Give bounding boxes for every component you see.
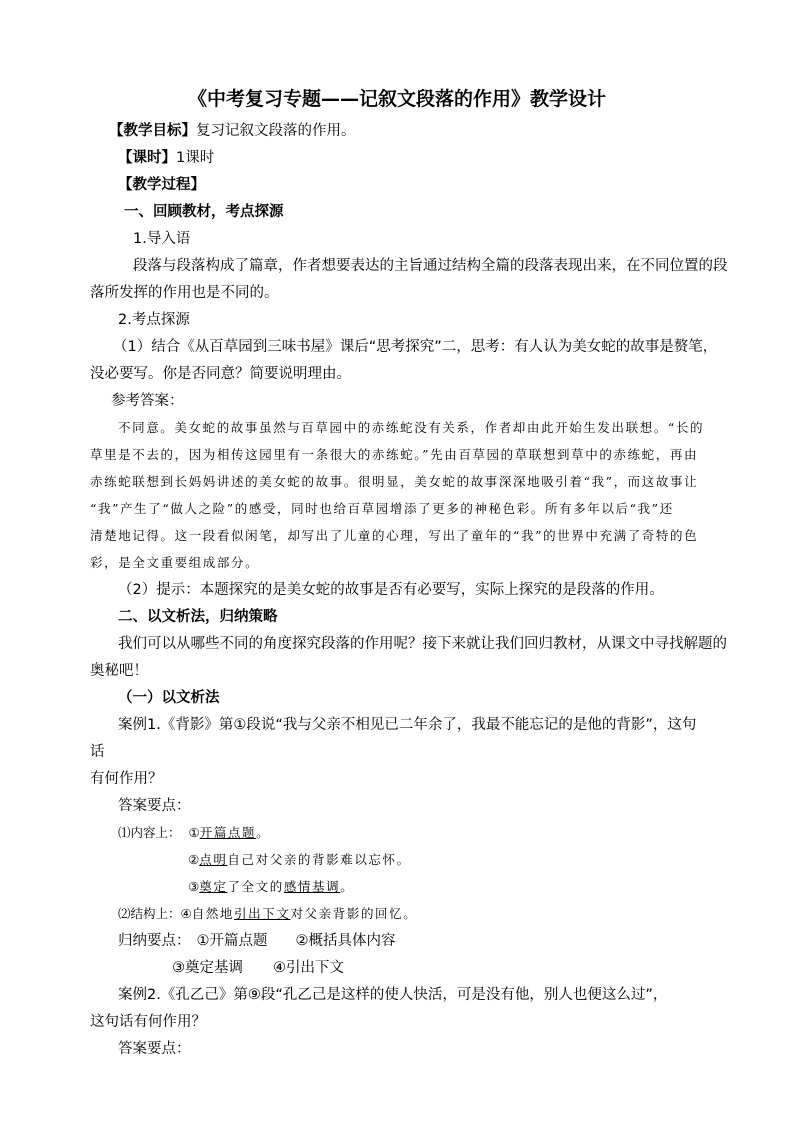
point-text: 对父亲背影的回忆。 xyxy=(290,906,418,921)
reference-answer-line: 不同意。美女蛇的故事虽然与百草园中的赤练蛇没有关系，作者却由此开始生发出联想。“长的 xyxy=(118,420,705,435)
document-title: 《中考复习专题——记叙文段落的作用》教学设计 xyxy=(188,88,607,110)
question1-line: （1）结合《从百草园到三味书屋》课后“思考探究”二，思考：有人认为美女蛇的故事是赘笔， xyxy=(113,339,718,355)
case1-line: 有何作用？ xyxy=(90,771,163,787)
point-number: ② xyxy=(188,852,200,867)
reference-answer-label: 参考答案： xyxy=(111,393,184,409)
content-point-row xyxy=(118,823,270,843)
summary-item: ②概括具体内容 xyxy=(295,933,396,949)
item2-heading: 2.考点探源 xyxy=(118,312,190,328)
subsection-heading: （一）以文析法 xyxy=(118,690,220,706)
summary-row xyxy=(118,931,396,951)
content-point-row xyxy=(188,850,411,870)
section2-intro-line: 我们可以从哪些不同的角度探究段落的作用呢？接下来就让我们回归教材，从课文中寻找解题的 xyxy=(118,636,727,652)
point-text: 自然地 xyxy=(191,906,235,921)
summary-item: ③奠定基调 xyxy=(172,960,243,976)
underlined-keyword: 点明 xyxy=(199,852,228,867)
structure-label: ⑵结构上： xyxy=(118,906,181,921)
question1-line: 没必要写。你是否同意？简要说明理由。 xyxy=(90,366,351,382)
class-period-text: 1课时 xyxy=(176,150,215,166)
answer-points-label: 答案要点： xyxy=(118,1041,191,1057)
point-text: 自己对父亲的背影难以忘怀。 xyxy=(227,852,411,867)
class-period-label: 【课时】 xyxy=(118,150,176,166)
point-text: 。 xyxy=(256,825,271,840)
section2-intro-line: 奥秘吧！ xyxy=(90,663,148,679)
underlined-keyword: 引出下文 xyxy=(234,906,291,921)
underlined-keyword: 开篇点题 xyxy=(199,825,257,840)
reference-answer-line: 清楚地记得。这一段看似闲笔，却写出了儿童的心理，写出了童年的“我”的世界中充满了奇特的色 xyxy=(90,528,699,543)
question2-hint: （2）提示：本题探究的是美女蛇的故事是否有必要写，实际上探究的是段落的作用。 xyxy=(118,582,664,598)
reference-answer-line: 草里是不去的，因为相传这园里有一条很大的赤练蛇。”先由百草园的草联想到草中的赤练蛇，再由 xyxy=(90,447,699,462)
teaching-goal-label: 【教学目标】 xyxy=(109,123,196,139)
summary-item: ①开篇点题 xyxy=(196,933,268,949)
intro-paragraph-line: 落所发挥的作用也是不同的。 xyxy=(90,285,279,301)
section1-heading: 一、回顾教材，考点探源 xyxy=(124,204,284,220)
point-number: ③ xyxy=(188,879,200,894)
point-text: 了全文的 xyxy=(227,879,284,894)
class-period xyxy=(118,148,214,168)
point-number: ① xyxy=(188,825,200,840)
intro-paragraph-line: 段落与段落构成了篇章，作者想要表达的主旨通过结构全篇的段落表现出来，在不同位置的段 xyxy=(133,258,728,274)
teaching-goal-text: 复习记叙文段落的作用。 xyxy=(196,123,356,139)
content-point-row xyxy=(188,877,354,897)
point-text: 。 xyxy=(340,879,355,894)
content-label: ⑴内容上： xyxy=(118,825,181,840)
case1-line: 话 xyxy=(90,744,105,760)
section2-heading: 二、以文析法，归纳策略 xyxy=(118,609,278,625)
underlined-keyword: 感情基调 xyxy=(283,879,341,894)
reference-answer-line: 赤练蛇联想到长妈妈讲述的美女蛇的故事。很明显，美女蛇的故事深深地吸引着“我”，而这故事让 xyxy=(90,474,699,489)
case2-line: 这句话有何作用？ xyxy=(90,1014,206,1030)
reference-answer-line: 彩，是全文重要组成部分。 xyxy=(90,555,260,570)
item1-heading: 1.导入语 xyxy=(133,231,191,247)
summary-item: ④引出下文 xyxy=(273,960,344,976)
reference-answer-line: “我”产生了“做人之险”的感受，同时也给百草园增添了更多的神秘色彩。所有多年以后“我”还 xyxy=(90,501,674,516)
teaching-process-label: 【教学过程】 xyxy=(118,177,205,193)
summary-label: 归纳要点： xyxy=(118,933,191,949)
structure-point-row xyxy=(118,904,417,924)
point-number: ④ xyxy=(180,906,192,921)
summary-row xyxy=(172,958,344,978)
case2-line: 案例2.《孔乙己》第⑨段“孔乙己是这样的使人快活，可是没有他，别人也便这么过”， xyxy=(118,987,668,1003)
answer-points-label: 答案要点： xyxy=(118,798,191,814)
case1-line: 案例1.《背影》第①段说“我与父亲不相见已二年余了，我最不能忘记的是他的背影”，这句 xyxy=(118,717,697,733)
underlined-keyword: 奠定 xyxy=(199,879,228,894)
teaching-goal xyxy=(109,121,356,141)
